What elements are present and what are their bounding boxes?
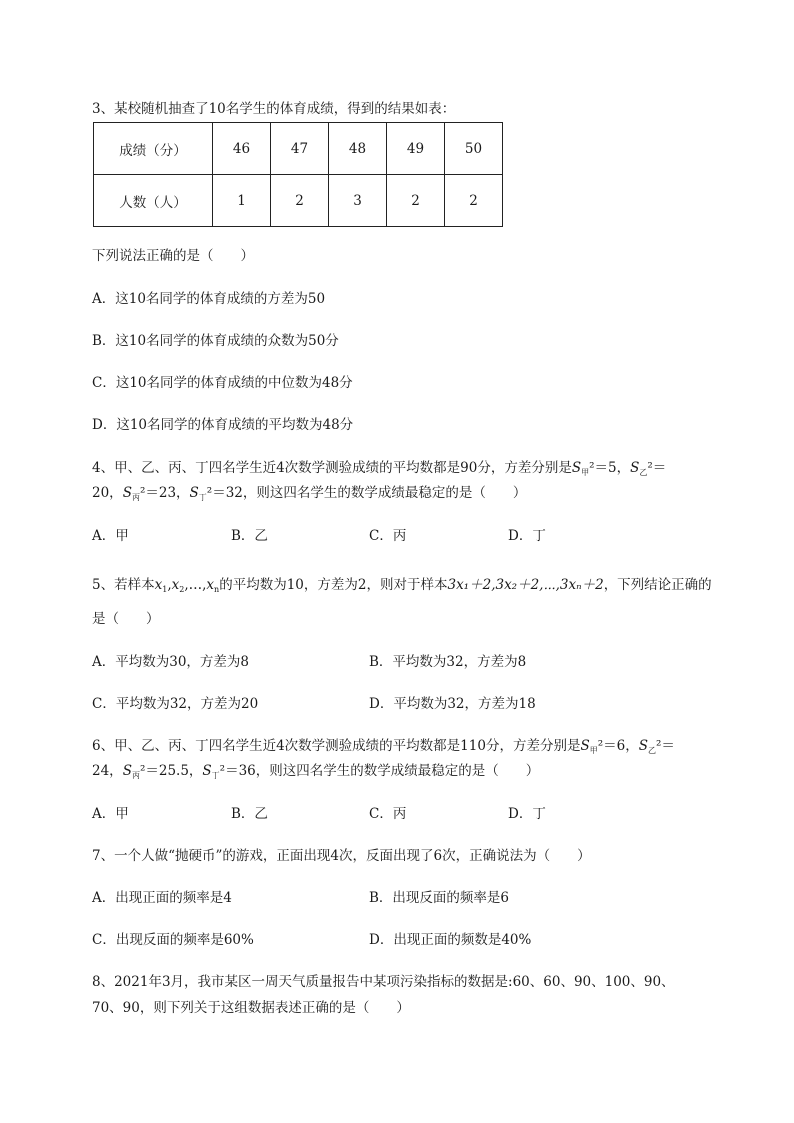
table-cell: 2 xyxy=(271,175,329,227)
q4-option-a: A．甲 xyxy=(92,528,129,544)
q7-option-c: C．出现反面的频率是60% xyxy=(92,932,254,948)
q6-option-b: B．乙 xyxy=(231,806,268,822)
q6-option-d: D．丁 xyxy=(508,806,546,822)
q3-option-d: D．这10名同学的体育成绩的平均数为48分 xyxy=(92,417,354,433)
q4-option-c: C．丙 xyxy=(369,528,407,544)
table-cell: 成绩（分） xyxy=(94,123,213,175)
q5-stem-line2: 是（ ） xyxy=(92,611,160,627)
table-cell: 1 xyxy=(213,175,271,227)
q8-stem-line1: 8、2021年3月，我市某区一周天气质量报告中某项污染指标的数据是:60、60、90、100、90、 xyxy=(92,974,675,990)
q5-option-d: D．平均数为32，方差为18 xyxy=(369,696,536,712)
table-cell: 3 xyxy=(329,175,387,227)
table-row xyxy=(94,123,503,175)
q4-stem-line1: 4、甲、乙、丙、丁四名学生近4次数学测验成绩的平均数都是90分，方差分别是$S_甲^2=5$，$S_乙^2=$ xyxy=(92,460,667,477)
q4-option-b: B．乙 xyxy=(231,528,268,544)
q3-stem: 3、某校随机抽查了10名学生的体育成绩，得到的结果如表： xyxy=(92,101,456,117)
q3-question: 下列说法正确的是（ ） xyxy=(92,248,254,264)
table-cell: 2 xyxy=(387,175,445,227)
q4-stem-line2: 20，$S_丙^2=23$，$S_丁^2=32$，则这四名学生的数学成绩最稳定的是（ ） xyxy=(92,485,527,502)
table-cell: 人数（人） xyxy=(94,175,213,227)
q6-option-a: A．甲 xyxy=(92,806,129,822)
q7-stem: 7、一个人做“抛硬币”的游戏，正面出现4次，反面出现了6次，正确说法为（ ） xyxy=(92,848,591,864)
q7-option-a: A．出现正面的频率是4 xyxy=(92,890,232,906)
table-cell: 46 xyxy=(213,123,271,175)
table-cell: 50 xyxy=(445,123,503,175)
q6-stem-line1: 6、甲、乙、丙、丁四名学生近4次数学测验成绩的平均数都是110分，方差分别是$S_甲^2=6$，$S_乙^2=$ xyxy=(92,738,675,755)
q6-stem-line2: 24，$S_丙^2=25.5$，$S_丁^2=36$，则这四名学生的数学成绩最稳定的是（ ） xyxy=(92,763,540,780)
table-row xyxy=(94,175,503,227)
table-cell: 2 xyxy=(445,175,503,227)
table-cell: 48 xyxy=(329,123,387,175)
q7-option-b: B．出现反面的频率是6 xyxy=(369,890,510,906)
q7-option-d: D．出现正面的频数是40% xyxy=(369,932,532,948)
table-cell: 49 xyxy=(387,123,445,175)
q5-stem-line1: 5、若样本$x_1,x_2,\dots,x_n$的平均数为10，方差为2，则对于样本3x₁＋2,3x₂＋2,⋯,3xₙ＋2，下列结论正确的 xyxy=(92,577,712,594)
q3-option-a: A．这10名同学的体育成绩的方差为50 xyxy=(92,291,326,307)
q4-option-d: D．丁 xyxy=(508,528,546,544)
q3-option-b: B．这10名同学的体育成绩的众数为50分 xyxy=(92,333,339,349)
q6-option-c: C．丙 xyxy=(369,806,407,822)
q3-option-c: C．这10名同学的体育成绩的中位数为48分 xyxy=(92,375,353,391)
q5-option-a: A．平均数为30，方差为8 xyxy=(92,654,250,670)
q5-option-c: C．平均数为32，方差为20 xyxy=(92,696,259,712)
q8-stem-line2: 70、90，则下列关于这组数据表述正确的是（ ） xyxy=(92,1000,410,1016)
q5-option-b: B．平均数为32，方差为8 xyxy=(369,654,527,670)
table-cell: 47 xyxy=(271,123,329,175)
score-table xyxy=(93,122,503,227)
